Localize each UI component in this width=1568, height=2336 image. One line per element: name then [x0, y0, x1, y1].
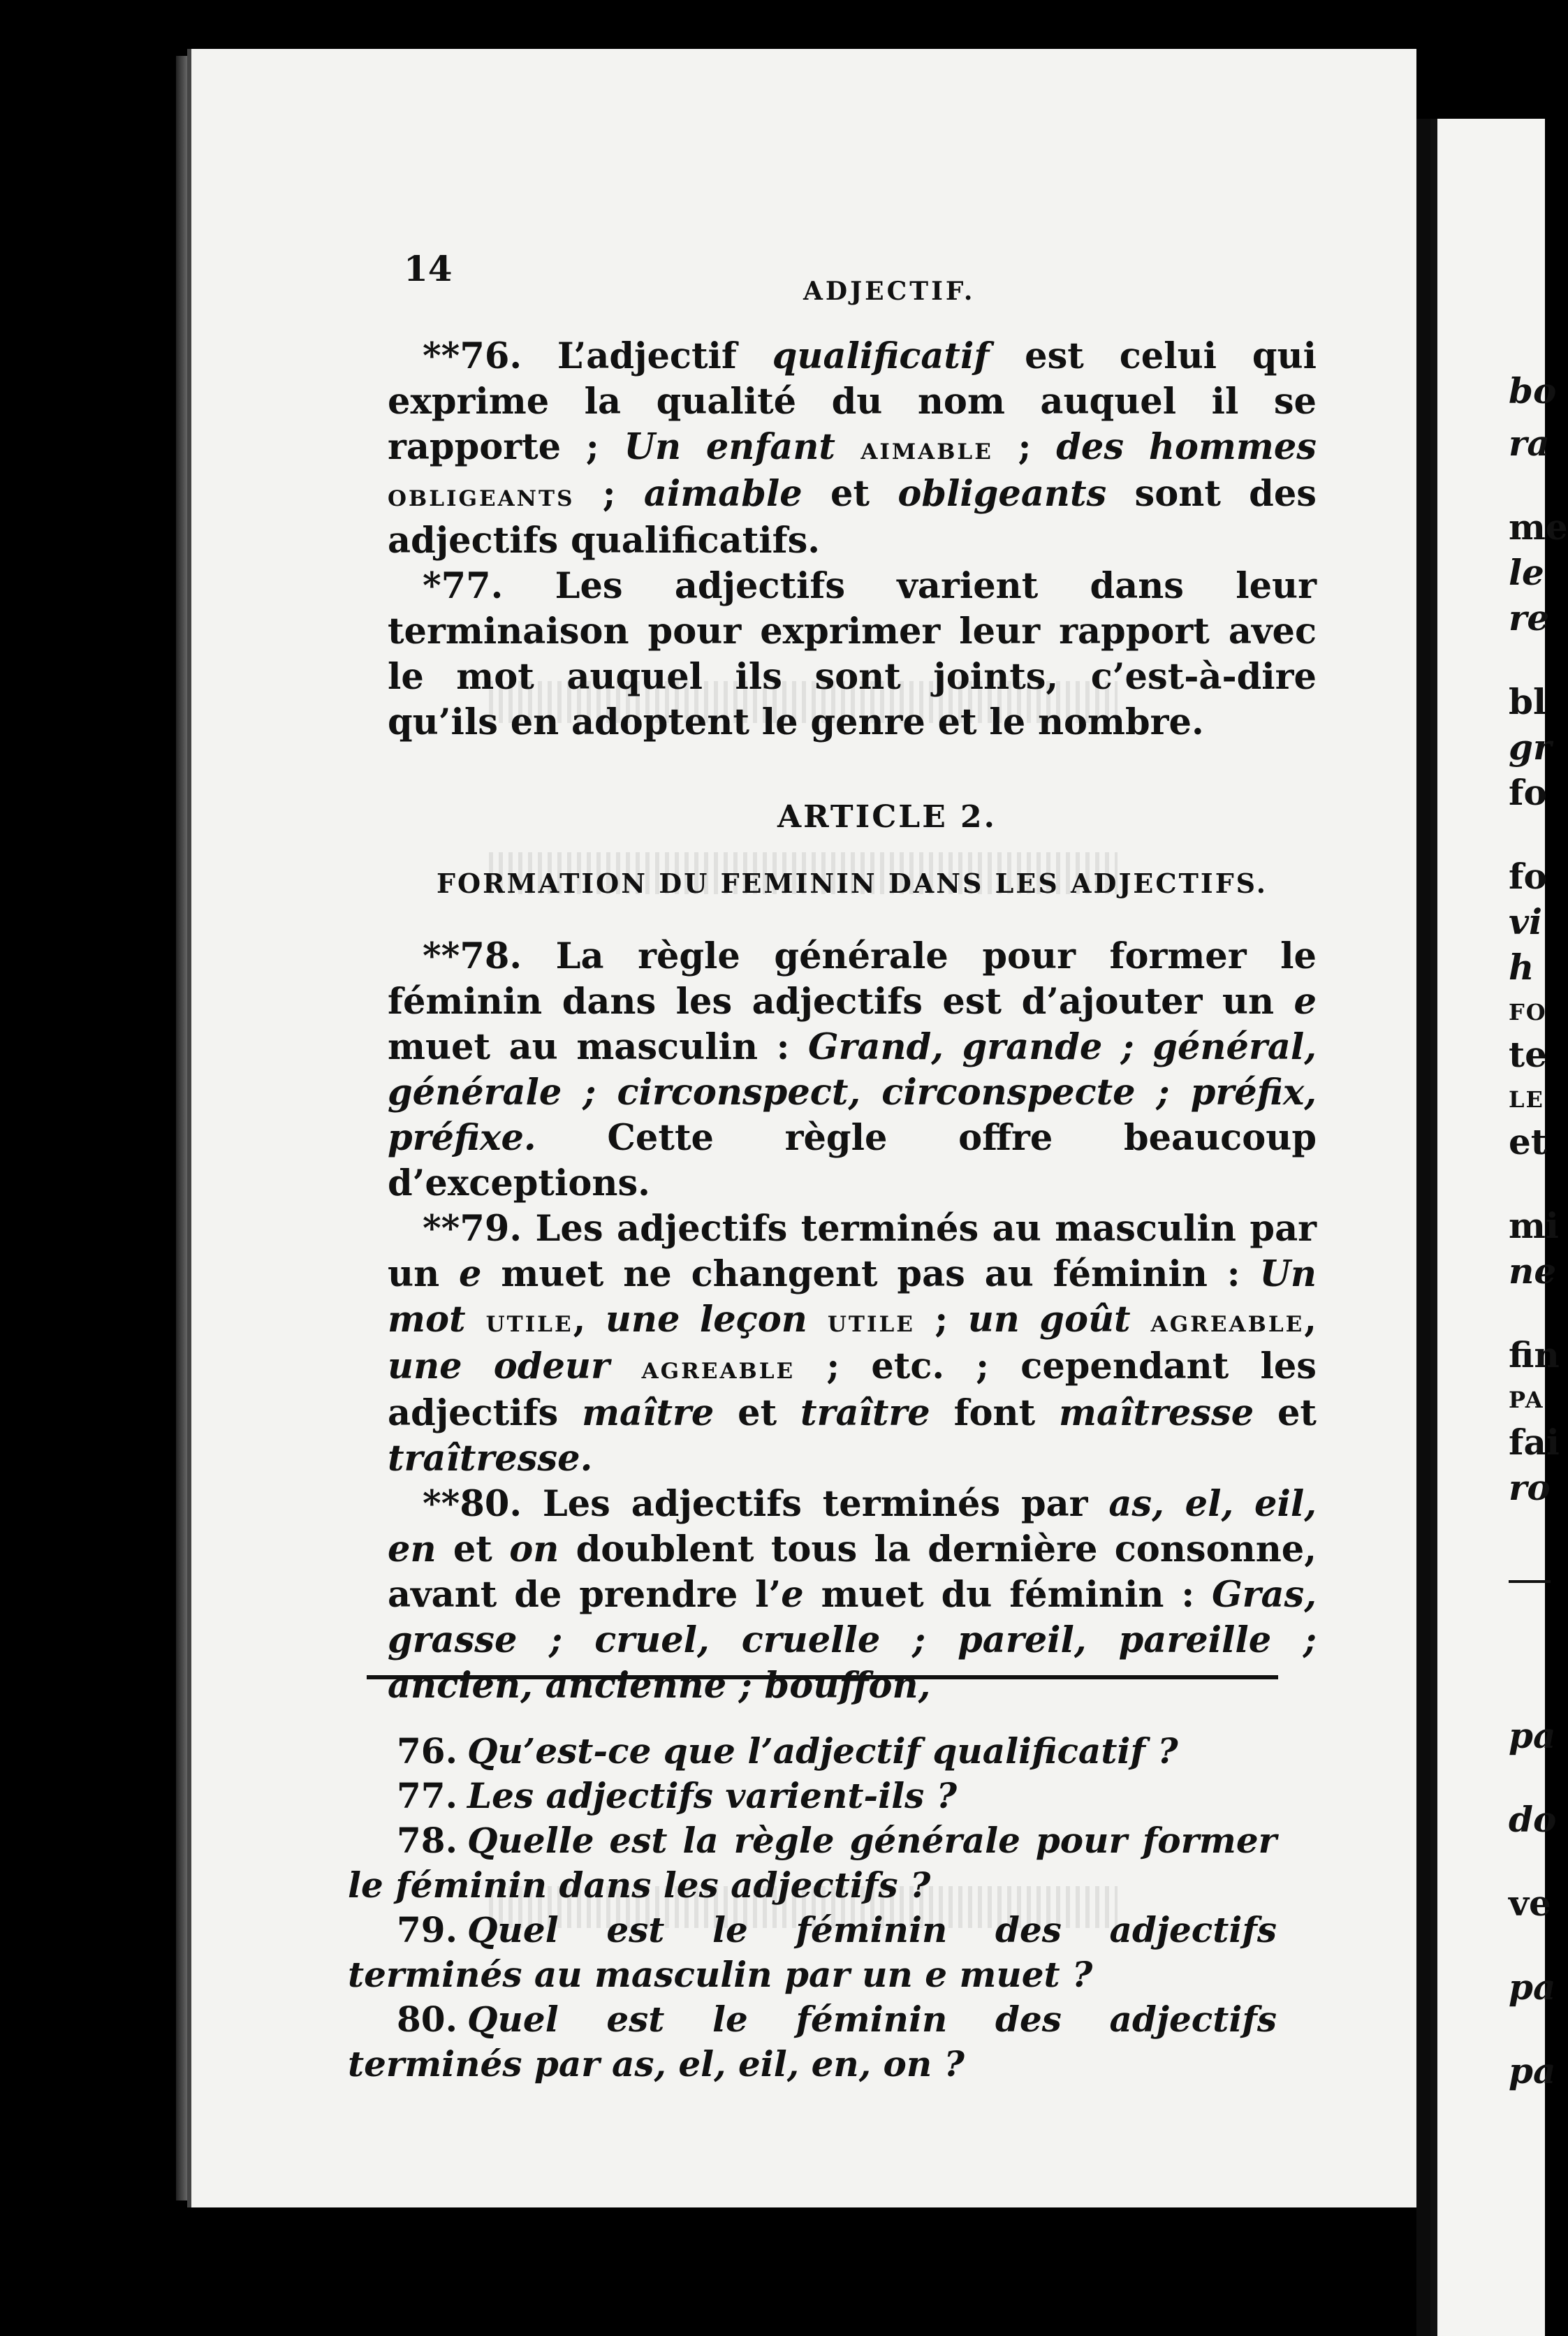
question-item: 80. Quel est le féminin des adjectifs terminés par as, el, eil, en, on ?: [348, 1999, 1277, 2085]
right-page-fragment: re: [1509, 597, 1550, 638]
right-page-divider: [1509, 1580, 1551, 1583]
right-page-fragment: ne: [1509, 1250, 1557, 1292]
paragraph-79: **79. Les adjectifs terminés au masculin par un e muet ne changent pas au féminin : Un mot utile, une leçon utile ; un goût agreable, une odeur agreable ; etc. ; cependant les adjectifs maître et traître font maîtresse et traîtresse.: [388, 1208, 1317, 1480]
right-page-fragment: et: [1509, 1121, 1547, 1162]
book-gutter: [1416, 119, 1432, 2336]
right-page-fragment: te: [1509, 1034, 1547, 1075]
paragraph-77: *77. Les adjectifs varient dans leur terminaison pour exprimer leur rapport avec le mot auquel ils sont joints, c’est-à-dire qu’ils en adoptent le genre et le nombre.: [388, 565, 1317, 743]
right-page-fragment: FO: [1509, 999, 1547, 1025]
right-page-fragment: fo: [1509, 856, 1547, 897]
right-page-fragment: PA: [1509, 1387, 1544, 1413]
right-page-fragment: ve: [1509, 1883, 1551, 1924]
page-number: 14: [404, 248, 453, 289]
section-divider: [367, 1675, 1278, 1679]
right-page-fragment: LE: [1509, 1086, 1544, 1113]
right-page-fragment: bl: [1509, 681, 1546, 722]
paragraph-80: **80. Les adjectifs terminés par as, el, eil, en et on doublent tous la dernière consonne, avant de prendre l’e muet du féminin : Gras, grasse ; cruel, cruelle ; pareil, pareille ; ancien, ancienne ; bouffon,: [388, 1483, 1317, 1707]
question-item: 76. Qu’est-ce que l’adjectif qualificatif ?: [397, 1730, 1178, 1772]
right-page-fragment: bo: [1509, 370, 1557, 411]
article-heading: ARTICLE 2.: [777, 799, 997, 835]
right-page-fragment: gr: [1509, 727, 1552, 768]
article-subheading: FORMATION DU FEMININ DANS LES ADJECTIFS.: [437, 868, 1268, 899]
right-page-fragment: fin: [1509, 1334, 1560, 1375]
paragraph-78: **78. La règle générale pour former le féminin dans les adjectifs est d’ajouter un e muet au masculin : Grand, grande ; général, générale ; circonspect, circonspecte ; préfix, préfixe. Cette règle offre beaucoup d’exceptions.: [388, 935, 1317, 1204]
question-item: 78. Quelle est la règle générale pour former le féminin dans les adjectifs ?: [348, 1820, 1277, 1906]
right-page-fragment: me: [1509, 506, 1568, 548]
right-page-fragment: do: [1509, 1799, 1557, 1840]
right-page-fragment: h: [1509, 947, 1534, 988]
right-page-fragment: fai: [1509, 1422, 1560, 1463]
questions-list: [348, 1729, 1277, 2087]
question-item: 79. Quel est le féminin des adjectifs terminés au masculin par un e muet ?: [348, 1909, 1277, 1995]
right-page-fragment: le: [1509, 552, 1544, 593]
right-page-fragment: mi: [1509, 1205, 1559, 1246]
main-text: [388, 334, 1317, 1709]
question-item: 77. Les adjectifs varient-ils ?: [397, 1775, 958, 1816]
right-page-fragment: ro: [1509, 1467, 1551, 1508]
right-page-fragment: vi: [1509, 901, 1543, 942]
right-page-fragment: ra: [1509, 423, 1550, 464]
paragraph-76: **76. L’adjectif qualificatif est celui qui exprime la qualité du nom auquel il se rapporte ; Un enfant aimable ; des hommes obligeants ; aimable et obligeants sont des adjectifs qualificatifs.: [388, 335, 1317, 562]
right-page-fragment: pa: [1509, 2050, 1556, 2092]
running-title: ADJECTIF.: [803, 277, 976, 306]
right-page-fragment: pa: [1509, 1966, 1556, 2008]
right-page-fragment: fo: [1509, 772, 1547, 813]
right-page-fragment: pa: [1509, 1715, 1556, 1756]
